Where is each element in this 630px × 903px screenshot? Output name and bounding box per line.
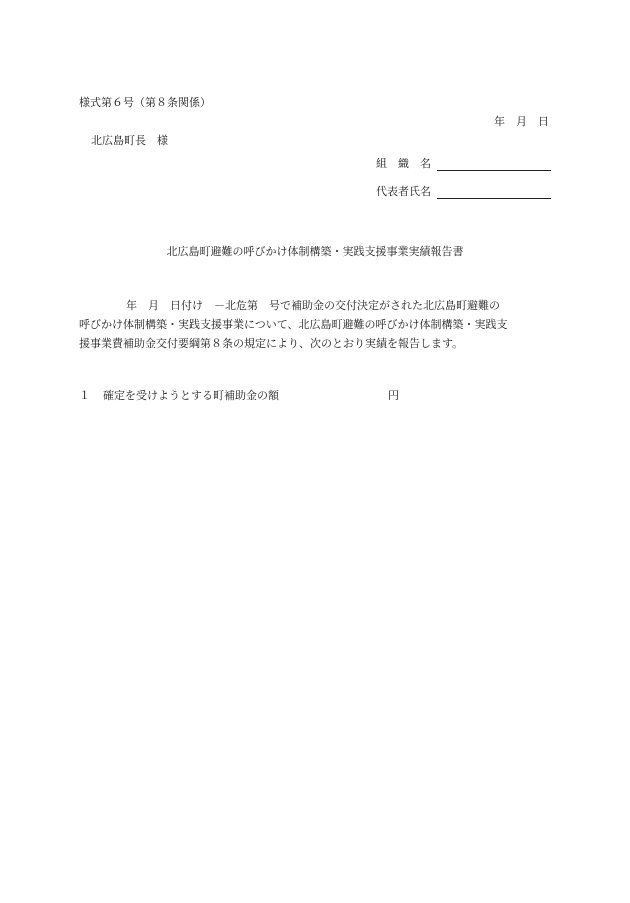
representative-name-field[interactable] (376, 186, 551, 197)
item-number: １ (79, 389, 90, 402)
body-line-1-text: 年 月 日付け －北危第 号で補助金の交付決定がされた北広島町避難の (126, 299, 500, 312)
body-line-1 (79, 296, 553, 315)
report-title: 北広島町避難の呼びかけ体制構築・実践支援事業実績報告書 (166, 245, 464, 258)
form-number: 様式第６号（第８条関係） (79, 96, 211, 109)
organization-name-underline (437, 170, 551, 171)
addressee: 北広島町長 様 (91, 134, 168, 147)
representative-name-label: 代表者氏名 (376, 185, 431, 198)
organization-name-label: 組 織 名 (376, 157, 431, 170)
subsidy-amount-item (79, 390, 279, 401)
body-line-3: 援事業費補助金交付要綱第８条の規定により、次のとおり実績を報告します。 (79, 337, 464, 350)
item-label: 確定を受けようとする町補助金の額 (103, 389, 279, 402)
amount-unit: 円 (388, 389, 399, 402)
representative-name-underline (437, 198, 551, 199)
organization-name-field[interactable] (376, 158, 551, 169)
body-line-2: 呼びかけ体制構築・実践支援事業について、北広島町避難の呼びかけ体制構築・実践支 (79, 318, 508, 331)
report-body (79, 296, 553, 353)
date-placeholder: 年 月 日 (494, 115, 549, 128)
